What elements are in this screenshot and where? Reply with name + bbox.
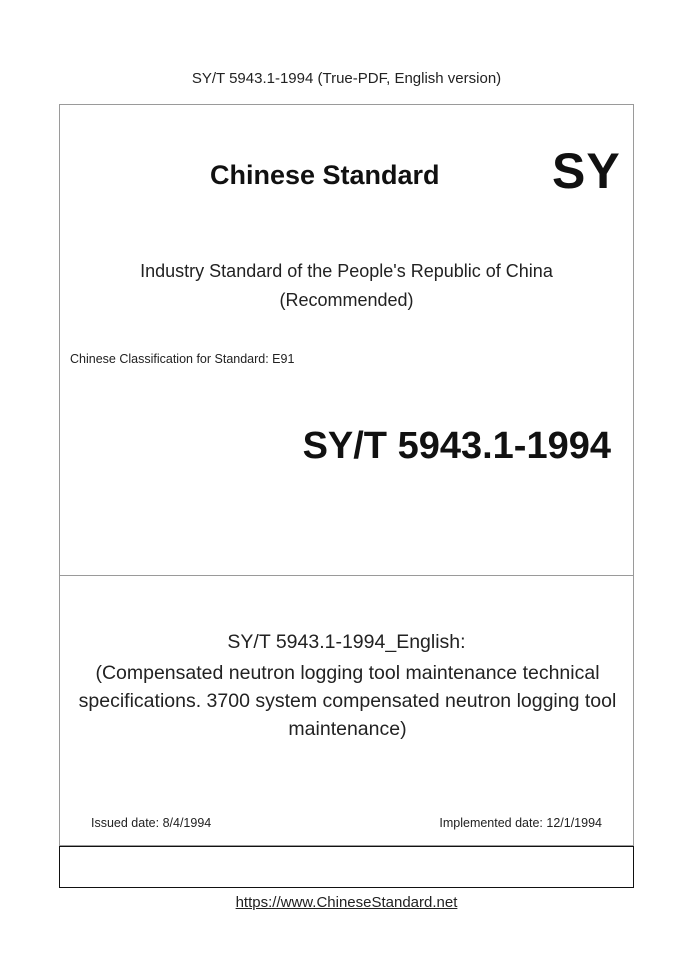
footer-box xyxy=(59,846,634,888)
page-header: SY/T 5943.1-1994 (True-PDF, English version) xyxy=(191,70,502,87)
issued-date: Issued date: 8/4/1994 xyxy=(91,816,212,830)
classification-code: Chinese Classification for Standard: E91 xyxy=(70,352,295,366)
cover-subtitle: Industry Standard of the People's Republic of China xyxy=(140,261,553,281)
footer-link-container xyxy=(0,894,693,911)
cover-frame xyxy=(59,104,634,846)
website-link[interactable]: https://www.ChineseStandard.net xyxy=(235,894,458,911)
standard-number: SY/T 5943.1-1994 xyxy=(302,425,611,467)
document-description: (Compensated neutron logging tool maintenance technical specifications. 3700 system compensated neutron logging tool maintenance) xyxy=(78,662,617,740)
cover-title: Chinese Standard xyxy=(210,160,440,190)
document-code: SY/T 5943.1-1994_English: xyxy=(227,631,466,653)
implemented-date: Implemented date: 12/1/1994 xyxy=(439,816,602,830)
industry-mark: SY xyxy=(552,143,621,199)
cover-subtitle-recommended: (Recommended) xyxy=(279,290,414,310)
cover-bottom-section xyxy=(60,576,633,845)
cover-top-section xyxy=(60,105,633,576)
